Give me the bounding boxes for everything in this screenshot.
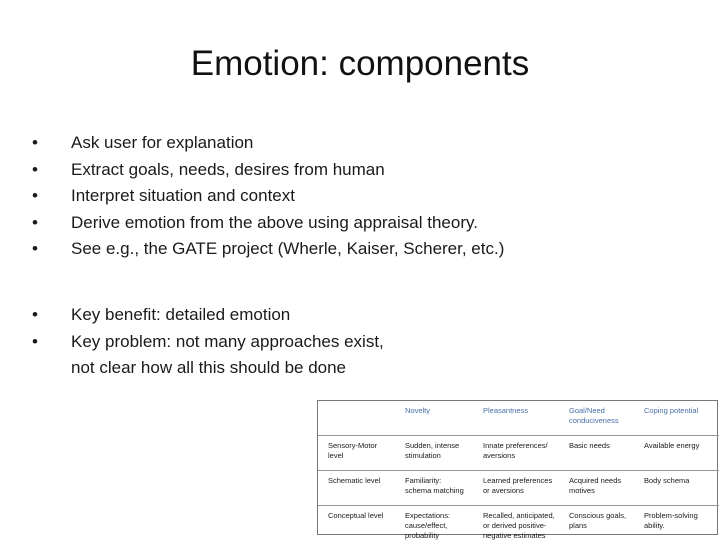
bullet-text: Ask user for explanation [71, 133, 253, 152]
table-cell: Innate preferences/ aversions [473, 436, 559, 471]
bullet-list-approach [28, 130, 504, 263]
bullet-text: Interpret situation and context [71, 186, 295, 205]
bullet-dot-icon: • [28, 157, 42, 184]
bullet-item [28, 329, 408, 382]
table-cell: Body schema [634, 471, 719, 506]
bullet-dot-icon: • [28, 183, 42, 210]
bullet-dot-icon: • [28, 329, 42, 356]
table-cell: Available energy [634, 436, 719, 471]
bullet-item [28, 130, 504, 157]
bullet-text: See e.g., the GATE project (Wherle, Kaiser, Scherer, etc.) [71, 239, 504, 258]
table-cell: Recalled, anticipated, or derived positive-negative estimates [473, 506, 559, 545]
table-header-cell: Goal/Need conduciveness [559, 401, 634, 436]
bullet-text: Key problem: not many approaches exist, not clear how all this should be done [71, 332, 384, 378]
table-cell: Learned preferences or aversions [473, 471, 559, 506]
bullet-item [28, 157, 504, 184]
slide-title: Emotion: components [0, 44, 720, 84]
bullet-dot-icon: • [28, 130, 42, 157]
table-cell: Conscious goals, plans [559, 506, 634, 545]
bullet-item [28, 302, 408, 329]
table-header-cell: Novelty [395, 401, 473, 436]
table-header-cell: Pleasantness [473, 401, 559, 436]
table-cell: Familiarity: schema matching [395, 471, 473, 506]
table-cell: Expectations: cause/effect, probability [395, 506, 473, 545]
table-header-cell [318, 401, 395, 436]
table-cell: Schematic level [318, 471, 395, 506]
table-row [318, 471, 719, 506]
table-row [318, 436, 719, 471]
table-cell: Conceptual level [318, 506, 395, 545]
table-cell: Basic needs [559, 436, 634, 471]
table-row [318, 506, 719, 545]
bullet-item [28, 210, 504, 237]
bullet-text: Extract goals, needs, desires from human [71, 160, 385, 179]
bullet-list-evaluation [28, 302, 408, 382]
table-cell: Sensory-Motor level [318, 436, 395, 471]
table-cell: Problem-solving ability. [634, 506, 719, 545]
bullet-dot-icon: • [28, 210, 42, 237]
table-cell: Acquired needs motives [559, 471, 634, 506]
bullet-item [28, 236, 504, 263]
table-header-cell: Coping potential [634, 401, 719, 436]
bullet-dot-icon: • [28, 302, 42, 329]
table-header-row [318, 401, 719, 436]
table-cell: Sudden, intense stimulation [395, 436, 473, 471]
bullet-dot-icon: • [28, 236, 42, 263]
appraisal-table [317, 400, 718, 535]
bullet-text: Key benefit: detailed emotion [71, 305, 290, 324]
bullet-text: Derive emotion from the above using appraisal theory. [71, 213, 478, 232]
bullet-item [28, 183, 504, 210]
